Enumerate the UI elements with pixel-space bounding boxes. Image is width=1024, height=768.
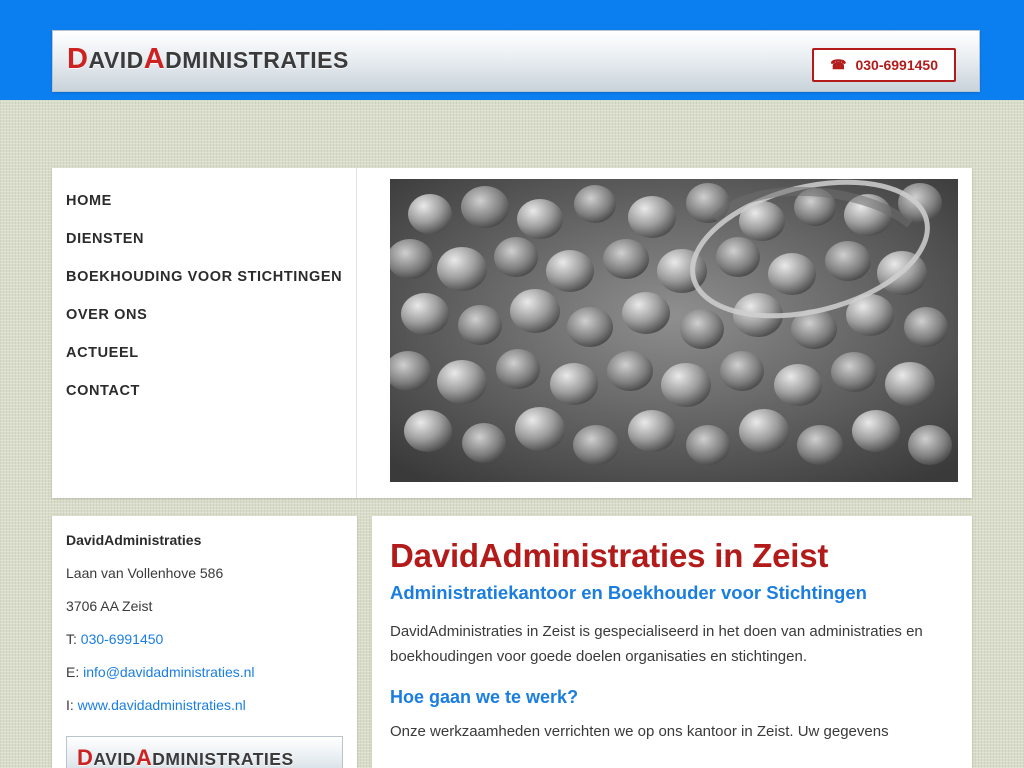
contact-web-prefix: I: — [66, 697, 78, 713]
contact-phone-link[interactable]: 030-6991450 — [80, 631, 164, 647]
contact-company-name: DavidAdministraties — [66, 532, 202, 548]
contact-email-row — [66, 664, 343, 680]
site-logo[interactable] — [67, 43, 349, 76]
header-phone-button[interactable] — [812, 48, 956, 82]
sidebar-logo-text-avid: AVID — [93, 749, 136, 768]
nav-item-home[interactable]: HOME — [66, 193, 112, 209]
header-band — [0, 0, 1024, 100]
phone-icon: ☎ — [830, 57, 847, 72]
logo-letter-d: D — [67, 43, 89, 75]
hero-image-coins — [390, 179, 958, 482]
sidebar-logo-letter-d: D — [77, 745, 94, 768]
nav-item-boekhouding-voor-stichtingen[interactable]: BOEKHOUDING VOOR STICHTINGEN — [66, 269, 343, 285]
nav-item-over-ons[interactable]: OVER ONS — [66, 307, 148, 323]
contact-phone-prefix: T: — [66, 631, 81, 647]
contact-postal-city: 3706 AA Zeist — [66, 598, 153, 614]
contact-sidebar — [52, 516, 357, 768]
section-heading-how-we-work: Hoe gaan we te werk? — [390, 687, 579, 708]
sidebar-logo-text — [77, 745, 294, 768]
sidebar-logo-text-dministraties: DMINISTRATIES — [152, 749, 294, 768]
main-navigation — [52, 168, 357, 498]
contact-website-link[interactable]: www.davidadministraties.nl — [77, 697, 246, 713]
sidebar-logo-letter-a: A — [135, 745, 153, 768]
nav-item-diensten[interactable]: DIENSTEN — [66, 231, 145, 247]
page-subtitle: Administratiekantoor en Boekhouder voor Stichtingen — [390, 582, 867, 604]
logo-letter-a: A — [143, 43, 166, 75]
top-content-block — [52, 168, 972, 498]
header-phone-label: 030-6991450 — [855, 57, 938, 73]
contact-email-prefix: E: — [66, 664, 84, 680]
intro-paragraph: DavidAdministraties in Zeist is gespecialiseerd in het doen van administraties en boekhoudingen voor goede doelen organisaties en stichtingen. — [390, 623, 923, 665]
main-content — [372, 516, 972, 768]
contact-web-row — [66, 697, 343, 713]
page-title: DavidAdministraties in Zeist — [390, 537, 829, 574]
contact-street: Laan van Vollenhove 586 — [66, 565, 224, 581]
nav-item-contact[interactable]: CONTACT — [66, 383, 141, 399]
contact-email-link[interactable]: info@davidadministraties.nl — [83, 664, 255, 680]
nav-item-actueel[interactable]: ACTUEEL — [66, 345, 139, 361]
logo-text-dministraties: DMINISTRATIES — [165, 47, 349, 73]
header-bar — [52, 30, 980, 92]
section-paragraph-how-we-work: Onze werkzaamheden verrichten we op ons kantoor in Zeist. Uw gegevens — [390, 723, 889, 741]
contact-phone-row — [66, 631, 343, 647]
sidebar-logo[interactable] — [66, 736, 343, 768]
logo-text-avid: AVID — [88, 47, 144, 73]
